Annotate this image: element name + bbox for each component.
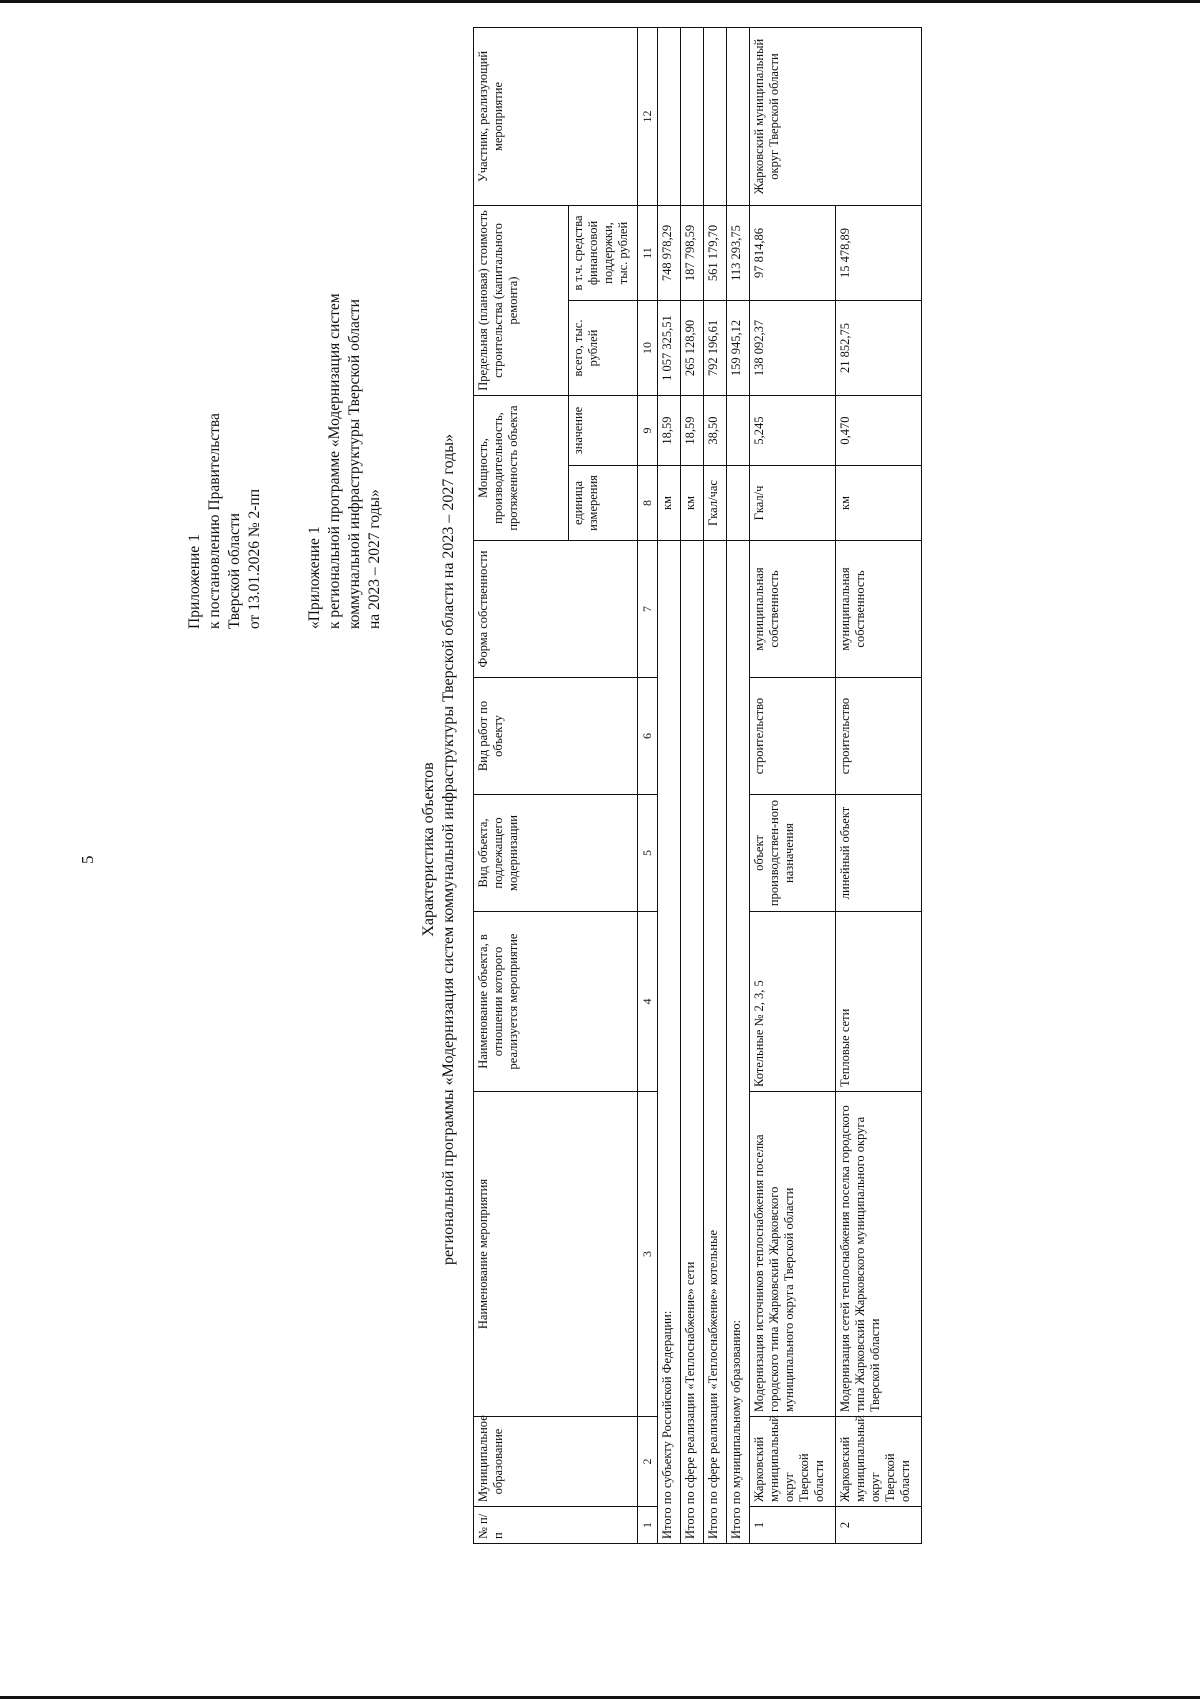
row-cost: 21 852,75 (836, 301, 922, 396)
total-support: 187 798,59 (681, 206, 704, 301)
total-support: 748 978,29 (658, 206, 681, 301)
header-object-name: Наименование объекта, в отношении которого реализуется мероприятие (474, 912, 638, 1092)
header-cost: Предельная (плановая) стоимость строительства (капитального ремонта) (474, 206, 569, 396)
row-object-type: объект производствен-ного назначения (750, 795, 836, 912)
program-appendix-line: на 2023 – 2027 годы» (366, 489, 383, 629)
column-number: 4 (638, 912, 658, 1092)
total-cost: 159 945,12 (727, 301, 750, 396)
row-work-type: строительство (836, 678, 922, 795)
header-cost-support: в т.ч. средства финансовой поддержки, тыс. рублей (569, 206, 638, 301)
total-value: 18,59 (658, 396, 681, 466)
row-unit: Гкал/ч (750, 466, 836, 541)
column-number: 2 (638, 1417, 658, 1507)
row-value: 5,245 (750, 396, 836, 466)
row-support: 15 478,89 (836, 206, 922, 301)
row-ownership: муниципальная собственность (836, 541, 922, 678)
row-object-name: Тепловые сети (836, 912, 922, 1092)
total-row (704, 28, 727, 1544)
row-work-type: строительство (750, 678, 836, 795)
page-number: 5 (78, 855, 97, 864)
program-appendix-block (305, 29, 385, 629)
total-cost: 265 128,90 (681, 301, 704, 396)
column-number: 11 (638, 206, 658, 301)
total-label: Итого по сфере реализации «Теплоснабжение» сети (681, 541, 704, 1544)
table-row (836, 28, 922, 1544)
column-number: 6 (638, 678, 658, 795)
total-value: 38,50 (704, 396, 727, 466)
column-number: 8 (638, 466, 658, 541)
header-work-type: Вид работ по объекту (474, 678, 638, 795)
row-num: 2 (836, 1507, 922, 1544)
row-ownership: муниципальная собственность (750, 541, 836, 678)
total-label: Итого по муниципальному образованию: (727, 541, 750, 1544)
row-activity: Модернизация источников теплоснабжения поселка городского типа Жарковский Жарковского муниципального округа Тверской области (750, 1092, 836, 1417)
appendix-line: Тверской области (226, 513, 243, 629)
row-participant: Жарковский муниципальный округ Тверской области (750, 28, 922, 206)
appendix-line: Приложение 1 (186, 534, 203, 629)
row-value: 0,470 (836, 396, 922, 466)
program-appendix-line: коммунальной инфраструктуры Тверской области (346, 299, 363, 629)
column-numbers-row (638, 28, 658, 1544)
total-unit: Гкал/час (704, 466, 727, 541)
header-ownership: Форма собственности (474, 541, 638, 678)
row-num: 1 (750, 1507, 836, 1544)
table-row (750, 28, 836, 1544)
column-number: 7 (638, 541, 658, 678)
total-value (727, 396, 750, 466)
total-row (727, 28, 750, 1544)
column-number: 10 (638, 301, 658, 396)
row-municipality: Жарковский муниципальный округ Тверской области (836, 1417, 922, 1507)
total-support: 561 179,70 (704, 206, 727, 301)
total-row (681, 28, 704, 1544)
header-cost-total: всего, тыс. рублей (569, 301, 638, 396)
header-unit: единица измерения (569, 466, 638, 541)
objects-table (473, 27, 922, 1544)
total-unit: км (658, 466, 681, 541)
column-number: 5 (638, 795, 658, 912)
document-subtitle: региональной программы «Модернизация систем коммунальной инфраструктуры Тверской области на 2023 – 2027 годы» (440, 433, 457, 1266)
header-num: № п/п (474, 1507, 638, 1544)
total-value: 18,59 (681, 396, 704, 466)
appendix-block (185, 49, 265, 629)
column-number: 3 (638, 1092, 658, 1417)
document-title: Характеристика объектов (420, 762, 437, 937)
total-label: Итого по субъекту Российской Федерации: (658, 541, 681, 1544)
header-object-type: Вид объекта, подлежащего модернизации (474, 795, 638, 912)
header-activity: Наименование мероприятия (474, 1092, 638, 1417)
program-appendix-line: «Приложение 1 (306, 526, 323, 629)
row-cost: 138 092,37 (750, 301, 836, 396)
row-object-type: линейный объект (836, 795, 922, 912)
column-number: 1 (638, 1507, 658, 1544)
header-value: значение (569, 396, 638, 466)
header-municipality: Муниципальное образование (474, 1417, 638, 1507)
total-label: Итого по сфере реализации «Теплоснабжение» котельные (704, 541, 727, 1544)
total-unit: км (681, 466, 704, 541)
column-number: 12 (638, 28, 658, 206)
program-appendix-line: к региональной программе «Модернизация систем (326, 293, 343, 629)
row-support: 97 814,86 (750, 206, 836, 301)
header-participant: Участник, реализующий мероприятие (474, 28, 638, 206)
total-support: 113 293,75 (727, 206, 750, 301)
total-cost: 1 057 325,51 (658, 301, 681, 396)
row-object-name: Котельные № 2, 3, 5 (750, 912, 836, 1092)
row-activity: Модернизация сетей теплоснабжения поселка городского типа Жарковский Жарковского муниципального округа Тверской области (836, 1092, 922, 1417)
total-unit (727, 466, 750, 541)
appendix-line: к постановлению Правительства (206, 413, 223, 629)
header-capacity: Мощность, производительность, протяженность объекта (474, 396, 569, 541)
appendix-line: от 13.01.2026 № 2-пп (246, 489, 263, 629)
total-row (658, 28, 681, 1544)
column-number: 9 (638, 396, 658, 466)
total-cost: 792 196,61 (704, 301, 727, 396)
row-unit: км (836, 466, 922, 541)
row-municipality: Жарковский муниципальный округ Тверской области (750, 1417, 836, 1507)
